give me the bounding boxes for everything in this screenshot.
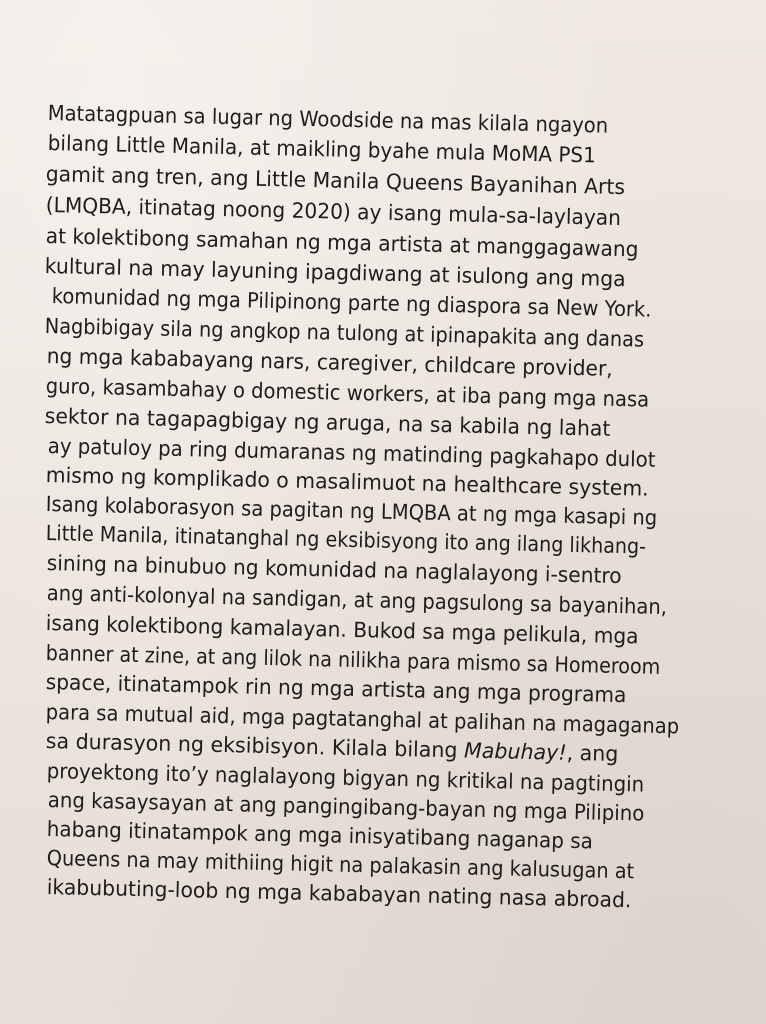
text-line-end: , ang (566, 740, 619, 766)
text-line: sektor na tagapagbigay ng aruga, na sa kabila ng lahat (44, 404, 611, 441)
text-line: para sa mutual aid, mga pagtatanghal at palihan na magaganap (45, 700, 680, 739)
text-line-start: sa durasyon ng eksibisyon. Kilala bilang (45, 729, 458, 763)
exhibition-title: Mabuhay! (463, 738, 567, 765)
text-line: at kolektibong samahan ng mga artista at manggagawang (45, 224, 639, 262)
text-line: ng mga kababayang nars, caregiver, childcare provider, (46, 344, 613, 381)
text-line: ang kasaysayan at ang pangingibang-bayan ng mga Pilipino (47, 788, 645, 826)
text-line: ikabubuting-loob ng mga kababayan nating nasa abroad. (46, 875, 632, 913)
text-line: habang itinatampok ang mga inisyatibang naganap sa (46, 817, 594, 854)
text-line: isang kolektibong kamalayan. Bukod sa mga pelikula, mga (45, 611, 639, 649)
text-line: guro, kasambahay o domestic workers, at iba pang mga nasa (45, 374, 650, 412)
text-line: bilang Little Manila, at maikling byahe mula MoMA PS1 (47, 131, 597, 168)
text-line: space, itinatampok rin ng mga artista ang mga programa (45, 670, 627, 708)
text-line: Nagbibigay sila ng angkop na tulong at ipinapakita ang danas (44, 314, 645, 352)
text-line: ang anti-kolonyal na sandigan, at ang pagsulong sa bayanihan, (46, 581, 668, 620)
text-line: (LMQBA, itinatag noong 2020) ay isang mula-sa-laylayan (45, 193, 622, 231)
text-line: ay patuloy pa ring dumaranas ng matinding pagkahapo dulot (47, 434, 656, 472)
text-line: Little Manila, itinatanghal ng eksibisyong ito ang ilang likhang- (45, 521, 647, 559)
text-line: gamit ang tren, ang Little Manila Queens Bayanihan Arts (45, 162, 626, 200)
text-line: mismo ng komplikado o masalimuot na healthcare system. (45, 463, 649, 501)
text-line: Matatagpuan sa lugar ng Woodside na mas kilala ngayon (47, 101, 609, 138)
text-line: Isang kolaborasyon sa pagitan ng LMQBA at ng mga kasapi ng (45, 492, 658, 530)
text-line: banner at zine, at ang lilok na nilikha para mismo sa Homeroom (45, 641, 661, 679)
text-line (46, 731, 619, 765)
text-line: Queens na may mithiing higit na palakasin ang kalusugan at (46, 846, 635, 884)
text-line: proyektong ito’y naglalayong bigyan ng kritikal na pagtingin (46, 759, 645, 797)
text-line: komunidad ng mga Pilipinong parte ng diaspora sa New York. (51, 284, 652, 322)
text-line: kultural na may layuning ipagdiwang at isulong ang mga (44, 254, 626, 292)
text-line: sining na binubuo ng komunidad na naglalayong i-sentro (46, 551, 622, 589)
